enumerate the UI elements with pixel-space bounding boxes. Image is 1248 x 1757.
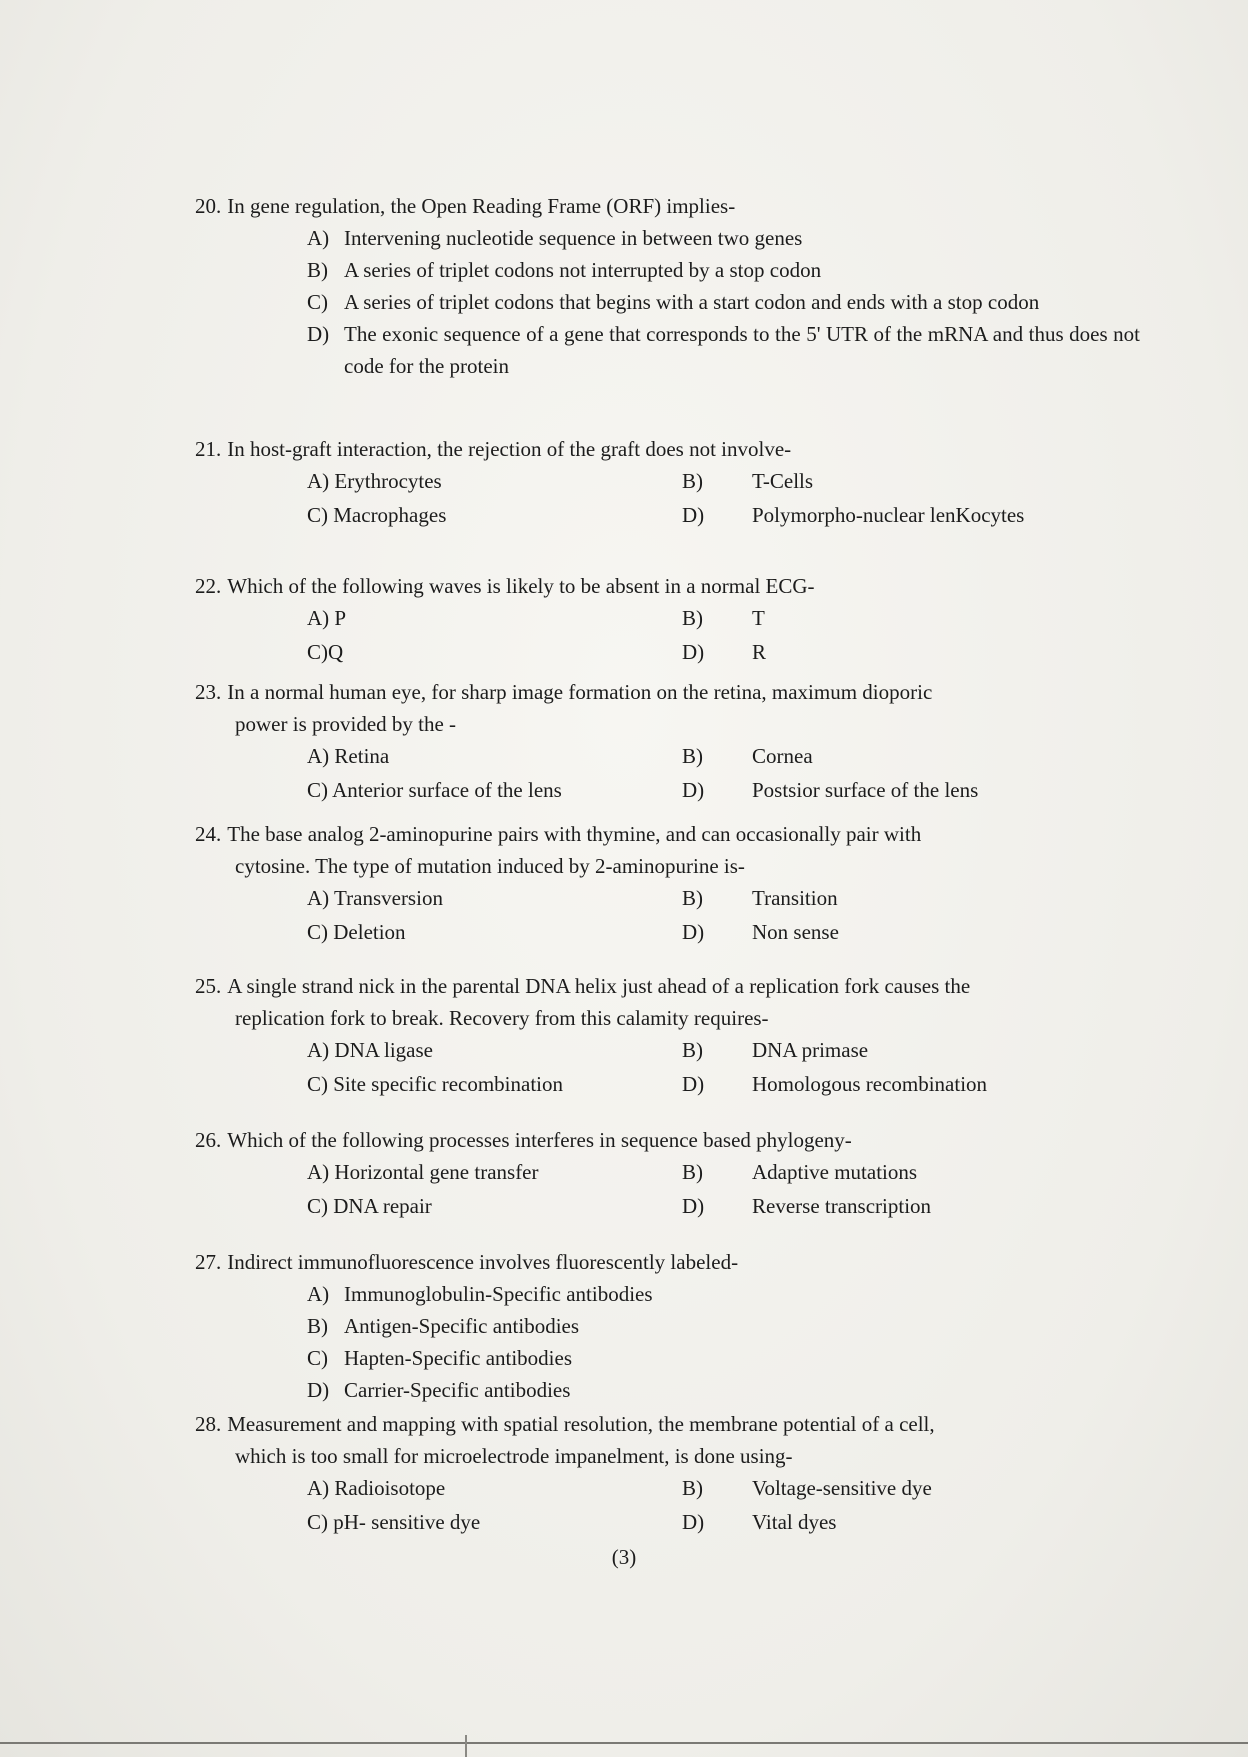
option-d: D) The exonic sequence of a gene that corresponds to the 5' UTR of the mRNA and thus does not code for the protein: [307, 322, 1140, 378]
option-a: A) Radioisotope: [307, 1476, 446, 1500]
question-text-continued: replication fork to break. Recovery from this calamity requires-: [235, 1006, 769, 1030]
question-number: 27.: [195, 1250, 222, 1274]
option-a: A) Immunoglobulin-Specific antibodies: [307, 1282, 653, 1306]
option-d-label: D): [682, 503, 705, 527]
option-grid: [307, 465, 1140, 531]
option-d-text: R: [752, 640, 767, 664]
option-b-text: Transition: [752, 886, 838, 910]
option-c: C)Q: [307, 640, 344, 664]
option-d-label: D): [682, 778, 705, 802]
option-list: [307, 222, 1140, 382]
option-grid: [307, 1472, 1140, 1538]
option-d-label: D): [682, 1194, 705, 1218]
option-c: C) DNA repair: [307, 1194, 432, 1218]
question-text-continued: power is provided by the -: [235, 712, 457, 736]
question-text: A single strand nick in the parental DNA helix just ahead of a replication fork causes the: [227, 974, 971, 998]
question-22: [195, 570, 1140, 668]
question-number: 25.: [195, 974, 222, 998]
option-grid: [307, 602, 1140, 668]
option-b: B) A series of triplet codons not interrupted by a stop codon: [307, 258, 822, 282]
option-b-text: T-Cells: [752, 469, 814, 493]
question-number: 26.: [195, 1128, 222, 1152]
question-number: 22.: [195, 574, 222, 598]
option-grid: [307, 1034, 1140, 1100]
option-c: C) Anterior surface of the lens: [307, 778, 562, 802]
option-d-label: D): [682, 1072, 705, 1096]
question-21: [195, 433, 1140, 531]
option-b-label: B): [682, 886, 703, 910]
option-b: B) Antigen-Specific antibodies: [307, 1314, 580, 1338]
option-b-text: T: [752, 606, 765, 630]
option-grid: [307, 740, 1140, 806]
question-24: [195, 818, 1140, 948]
question-text: Measurement and mapping with spatial resolution, the membrane potential of a cell,: [227, 1412, 935, 1436]
option-b-label: B): [682, 1160, 703, 1184]
option-list: [307, 1278, 1140, 1406]
option-b-label: B): [682, 606, 703, 630]
option-a: A) Intervening nucleotide sequence in between two genes: [307, 226, 803, 250]
question-number: 23.: [195, 680, 222, 704]
scan-edge-line: [0, 1742, 1248, 1744]
option-d-label: D): [682, 1510, 705, 1534]
option-a: A) P: [307, 606, 347, 630]
question-text: The base analog 2-aminopurine pairs with thymine, and can occasionally pair with: [227, 822, 922, 846]
question-20: [195, 190, 1140, 382]
option-d-label: D): [682, 640, 705, 664]
option-b-text: Voltage-sensitive dye: [752, 1476, 932, 1500]
question-text: In a normal human eye, for sharp image formation on the retina, maximum dioporic: [227, 680, 933, 704]
question-26: [195, 1124, 1140, 1222]
option-b-label: B): [682, 469, 703, 493]
question-number: 20.: [195, 194, 222, 218]
question-number: 24.: [195, 822, 222, 846]
question-text-continued: which is too small for microelectrode impanelment, is done using-: [235, 1444, 793, 1468]
question-number: 21.: [195, 437, 222, 461]
option-a: A) Horizontal gene transfer: [307, 1160, 539, 1184]
option-d-text: Homologous recombination: [752, 1072, 988, 1096]
option-c: C) Deletion: [307, 920, 406, 944]
question-text: Which of the following processes interferes in sequence based phylogeny-: [227, 1128, 852, 1152]
question-text: Indirect immunofluorescence involves fluorescently labeled-: [227, 1250, 739, 1274]
option-d-text: Polymorpho-nuclear lenKocytes: [752, 503, 1025, 527]
option-d-label: D): [682, 920, 705, 944]
option-c: C) Macrophages: [307, 503, 447, 527]
option-d: D) Carrier-Specific antibodies: [307, 1378, 571, 1402]
option-c: C) Site specific recombination: [307, 1072, 564, 1096]
question-23: [195, 676, 1140, 806]
option-c: C) pH- sensitive dye: [307, 1510, 481, 1534]
question-text: Which of the following waves is likely to be absent in a normal ECG-: [227, 574, 815, 598]
option-a: A) Retina: [307, 744, 390, 768]
question-text: In gene regulation, the Open Reading Frame (ORF) implies-: [227, 194, 736, 218]
option-a: A) DNA ligase: [307, 1038, 433, 1062]
question-27: [195, 1246, 1140, 1406]
option-a: A) Transversion: [307, 886, 443, 910]
option-b-label: B): [682, 1038, 703, 1062]
option-d-text: Non sense: [752, 920, 839, 944]
option-b-label: B): [682, 1476, 703, 1500]
question-number: 28.: [195, 1412, 222, 1436]
option-c: C) Hapten-Specific antibodies: [307, 1346, 573, 1370]
option-c: C) A series of triplet codons that begins with a start codon and ends with a stop codon: [307, 290, 1040, 314]
option-b-label: B): [682, 744, 703, 768]
scan-edge-mark: [465, 1735, 467, 1757]
question-28: [195, 1408, 1140, 1538]
option-b-text: Cornea: [752, 744, 813, 768]
option-b-text: Adaptive mutations: [752, 1160, 918, 1184]
question-25: [195, 970, 1140, 1100]
question-text: In host-graft interaction, the rejection of the graft does not involve-: [227, 437, 792, 461]
option-d-text: Reverse transcription: [752, 1194, 932, 1218]
page-number: (3): [611, 1545, 637, 1569]
question-text-continued: cytosine. The type of mutation induced by 2-aminopurine is-: [235, 854, 745, 878]
option-d-text: Postsior surface of the lens: [752, 778, 979, 802]
option-grid: [307, 1156, 1140, 1222]
option-b-text: DNA primase: [752, 1038, 869, 1062]
option-grid: [307, 882, 1140, 948]
option-d-text: Vital dyes: [752, 1510, 837, 1534]
option-a: A) Erythrocytes: [307, 469, 442, 493]
